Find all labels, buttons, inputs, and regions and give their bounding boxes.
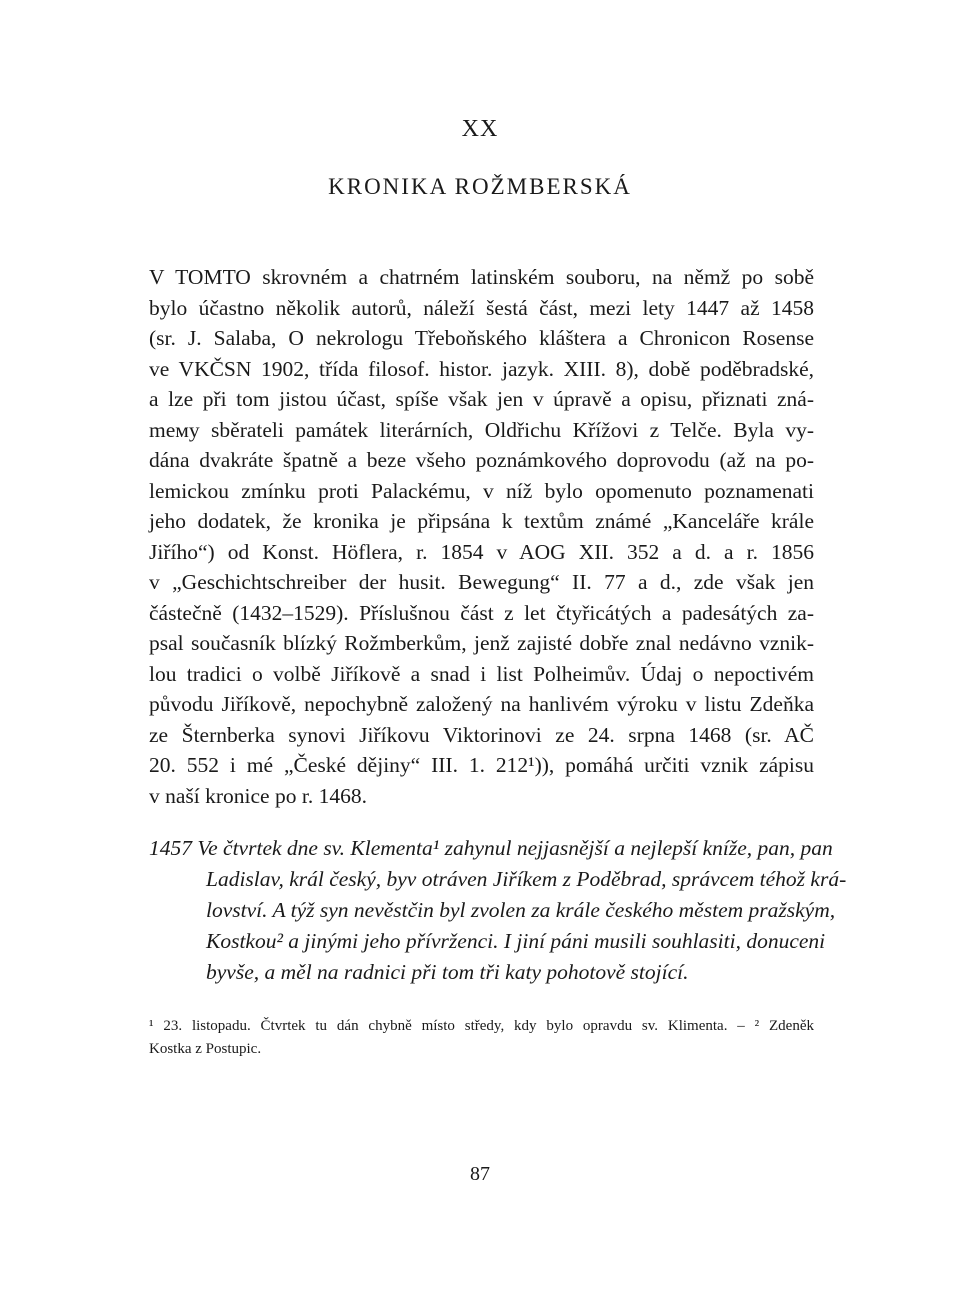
footnote-line: ¹ 23. listopadu. Čtvrtek tu dán chybně místo středy, kdy bylo opravdu sv. Klimenta. – ² Zdeněk: [149, 1018, 814, 1034]
page-number: 87: [470, 1163, 490, 1185]
footnotes: [149, 1015, 814, 1061]
chapter-number: XX: [461, 116, 499, 142]
entry-first-line: [149, 833, 833, 864]
intro-line: lemickou zmínku proti Palackému, v níž bylo opomenuto poznamenati: [149, 478, 814, 503]
intro-line: psal současník blízký Rožmberkům, jenž zajisté dobře znal nedávno vznik-: [149, 631, 814, 655]
intro-line: bylo účastno několik autorů, náleží šestá část, mezi lety 1447 až 1458: [149, 295, 814, 320]
intro-line: jeho dodatek, že kronika je připsána k textům známé „Kanceláře krále: [149, 509, 814, 533]
intro-line: (sr. J. Salaba, O nekrologu Třeboňského kláštera a Chronicon Rosense: [149, 326, 814, 350]
footnote-line: Kostka z Postupic.: [149, 1041, 262, 1057]
intro-line: lou tradici o volbě Jiříkově a snad i list Polheimův. Údaj o nepoctivém: [149, 661, 814, 686]
intro-line: dána dvakráte špatně a beze všeho poznámkového doprovodu (až na po-: [149, 448, 814, 472]
intro-line: částečně (1432–1529). Příslušnou část z let čtyřicátých a padesátých za-: [149, 600, 814, 625]
entry-line: Kostkou² a jinými jeho přívrženci. I jiní páni musili souhlasiti, donuceni: [206, 929, 826, 953]
chronicle-entry: [149, 833, 847, 988]
intro-line: meму sběrateli památek literárních, Oldřichu Křížovi z Telče. Byla vy-: [149, 417, 814, 442]
entry-text: Ve čtvrtek dne sv. Klementa¹ zahynul nejjasnější a nejlepší kníže, pan, pan: [197, 836, 833, 860]
intro-line: 20. 552 i mé „České dějiny“ III. 1. 212¹)), pomáhá určiti vznik zápisu: [149, 753, 814, 777]
intro-line: původu Jiříkově, nepochybně založený na hanlivém výroku v listu Zdeňka: [149, 692, 814, 716]
entry-year: 1457: [149, 836, 192, 860]
entry-line: byvše, a měl na radnici při tom tři katy pohotově stojící.: [206, 960, 689, 984]
intro-paragraph: [149, 262, 814, 811]
intro-line: v „Geschichtschreiber der husit. Bewegung“ II. 77 a d., zde však jen: [149, 570, 814, 594]
intro-line: a lze při tom jistou účast, spíše však jen v úpravě a opisu, přiznati zná-: [149, 387, 814, 411]
intro-line: v naší kronice po r. 1468.: [149, 783, 367, 808]
entry-line: Ladislav, král český, byv otráven Jiříkem z Poděbrad, správcem téhož krá-: [206, 867, 847, 891]
intro-line: ze Šternberka synovi Jiříkovu Viktorinovi ze 24. srpna 1468 (sr. AČ: [149, 722, 814, 747]
intro-line: V TOMTO skrovném a chatrném latinském souboru, na němž po sobě: [149, 265, 814, 289]
entry-line: lovství. A týž syn nevěstčin byl zvolen za krále českého městem pražským,: [206, 898, 836, 922]
chapter-title: KRONIKA ROŽMBERSKÁ: [328, 174, 632, 199]
intro-line: ve VKČSN 1902, třída filosof. histor. jazyk. XIII. 8), době poděbradské,: [149, 356, 814, 381]
intro-line: Jiřího“) od Konst. Höflera, r. 1854 v AOG XII. 352 a d. a r. 1856: [149, 539, 814, 564]
